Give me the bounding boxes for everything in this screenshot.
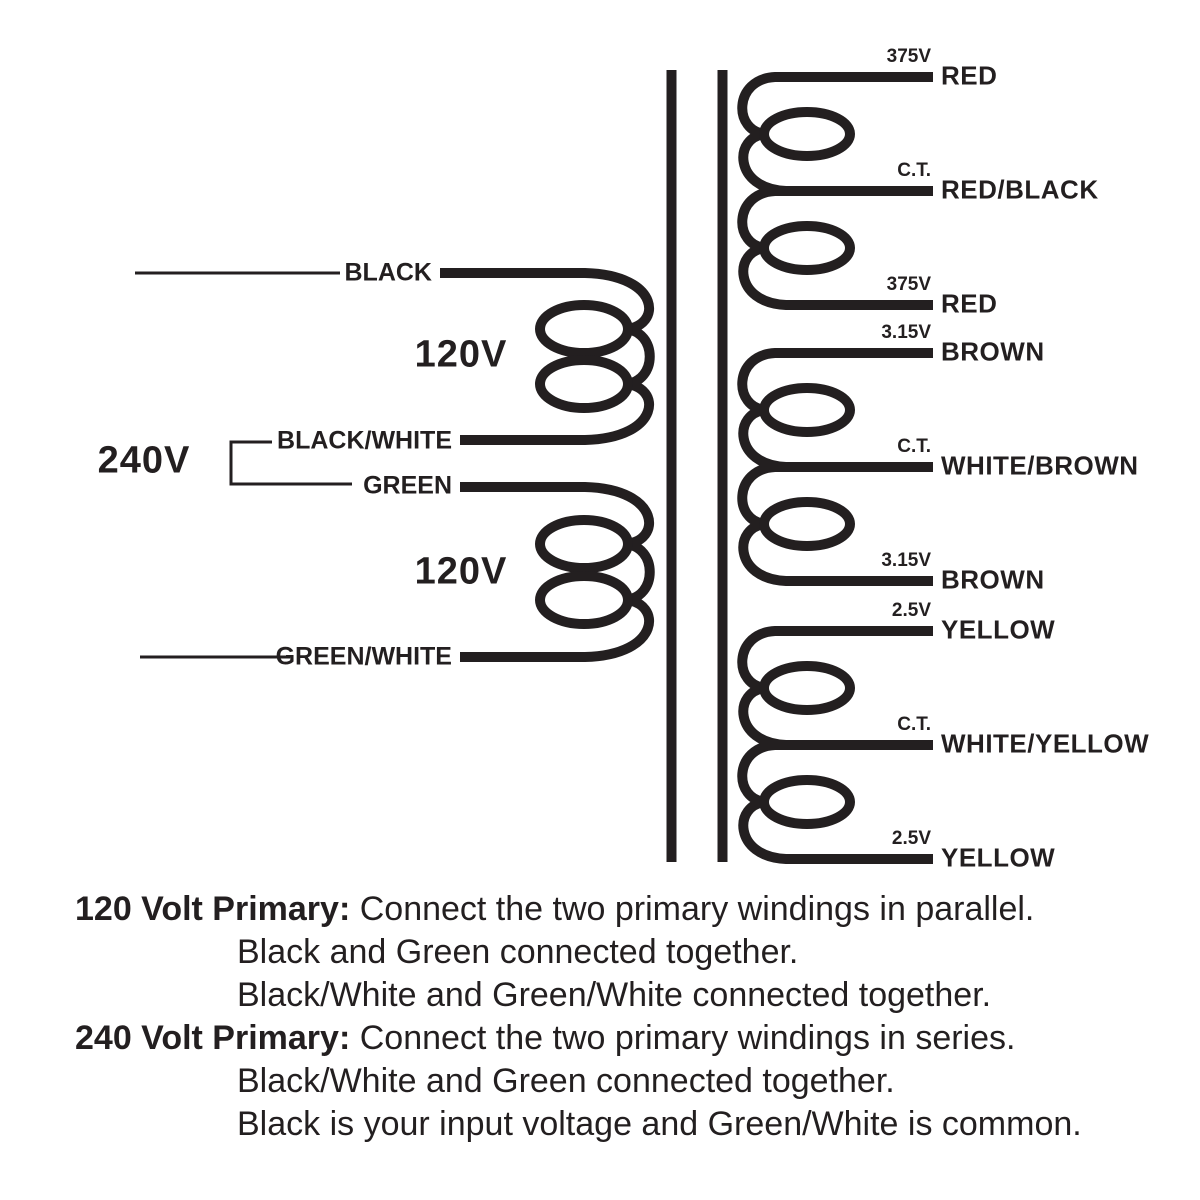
note-line-1-bold: 120 Volt Primary: xyxy=(75,890,351,928)
secondary-winding-3-loop-1 xyxy=(764,666,850,710)
secondary-3-tap-1-wire: YELLOW xyxy=(941,614,1056,645)
secondary-1-tap-3-voltage: 375V xyxy=(886,274,931,295)
note-line-2-text: Black and Green connected together. xyxy=(237,933,799,971)
secondary-winding-3-coil xyxy=(742,631,933,859)
secondary-winding-1-coil xyxy=(742,77,933,305)
note-line-3-text: Black/White and Green/White connected together. xyxy=(237,976,992,1014)
primary-lead-label-black-white: BLACK/WHITE xyxy=(277,426,452,455)
note-line-4-bold: 240 Volt Primary: xyxy=(75,1019,351,1057)
note-line-2 xyxy=(75,931,1185,974)
wiring-notes xyxy=(75,888,1185,1146)
note-line-3 xyxy=(75,974,1185,1017)
secondary-winding-3-loop-2 xyxy=(764,780,850,824)
secondary-winding-2-coil xyxy=(742,353,933,581)
secondary-1-tap-1-wire: RED xyxy=(941,60,998,91)
primary-lead-label-black: BLACK xyxy=(344,258,432,287)
note-line-4 xyxy=(75,1017,1185,1060)
note-line-1 xyxy=(75,888,1185,931)
secondary-2-tap-2-voltage: C.T. xyxy=(897,436,931,457)
primary-winding-1-voltage-label: 120V xyxy=(414,333,508,376)
primary-lead-label-green-white: GREEN/WHITE xyxy=(275,642,452,671)
note-line-6 xyxy=(75,1103,1185,1146)
primary-series-voltage-label: 240V xyxy=(97,439,191,482)
secondary-2-tap-1-wire: BROWN xyxy=(941,336,1045,367)
secondary-winding-2-loop-2 xyxy=(764,502,850,546)
secondary-2-tap-1-voltage: 3.15V xyxy=(881,322,931,343)
secondary-winding-2-loop-1 xyxy=(764,388,850,432)
secondary-2-tap-2-wire: WHITE/BROWN xyxy=(941,450,1139,481)
secondary-3-tap-1-voltage: 2.5V xyxy=(891,600,931,621)
note-line-5-text: Black/White and Green connected together. xyxy=(237,1062,895,1100)
secondary-3-tap-3-voltage: 2.5V xyxy=(891,828,931,849)
secondary-winding-1-loop-1 xyxy=(764,112,850,156)
note-line-1-text: Connect the two primary windings in parallel. xyxy=(350,890,1035,928)
note-line-5 xyxy=(75,1060,1185,1103)
secondary-winding-1-loop-2 xyxy=(764,226,850,270)
secondary-1-tap-2-wire: RED/BLACK xyxy=(941,174,1099,205)
primary-winding-2-voltage-label: 120V xyxy=(414,550,508,593)
secondary-2-tap-3-wire: BROWN xyxy=(941,564,1045,595)
secondary-1-tap-3-wire: RED xyxy=(941,288,998,319)
secondary-3-tap-2-wire: WHITE/YELLOW xyxy=(941,728,1150,759)
secondary-1-tap-2-voltage: C.T. xyxy=(897,160,931,181)
secondary-3-tap-2-voltage: C.T. xyxy=(897,714,931,735)
secondary-3-tap-3-wire: YELLOW xyxy=(941,842,1056,873)
secondary-1-tap-1-voltage: 375V xyxy=(886,46,931,67)
note-line-6-text: Black is your input voltage and Green/White is common. xyxy=(237,1105,1082,1143)
secondary-2-tap-3-voltage: 3.15V xyxy=(881,550,931,571)
primary-lead-label-green: GREEN xyxy=(363,471,452,500)
note-line-4-text: Connect the two primary windings in series. xyxy=(350,1019,1016,1057)
